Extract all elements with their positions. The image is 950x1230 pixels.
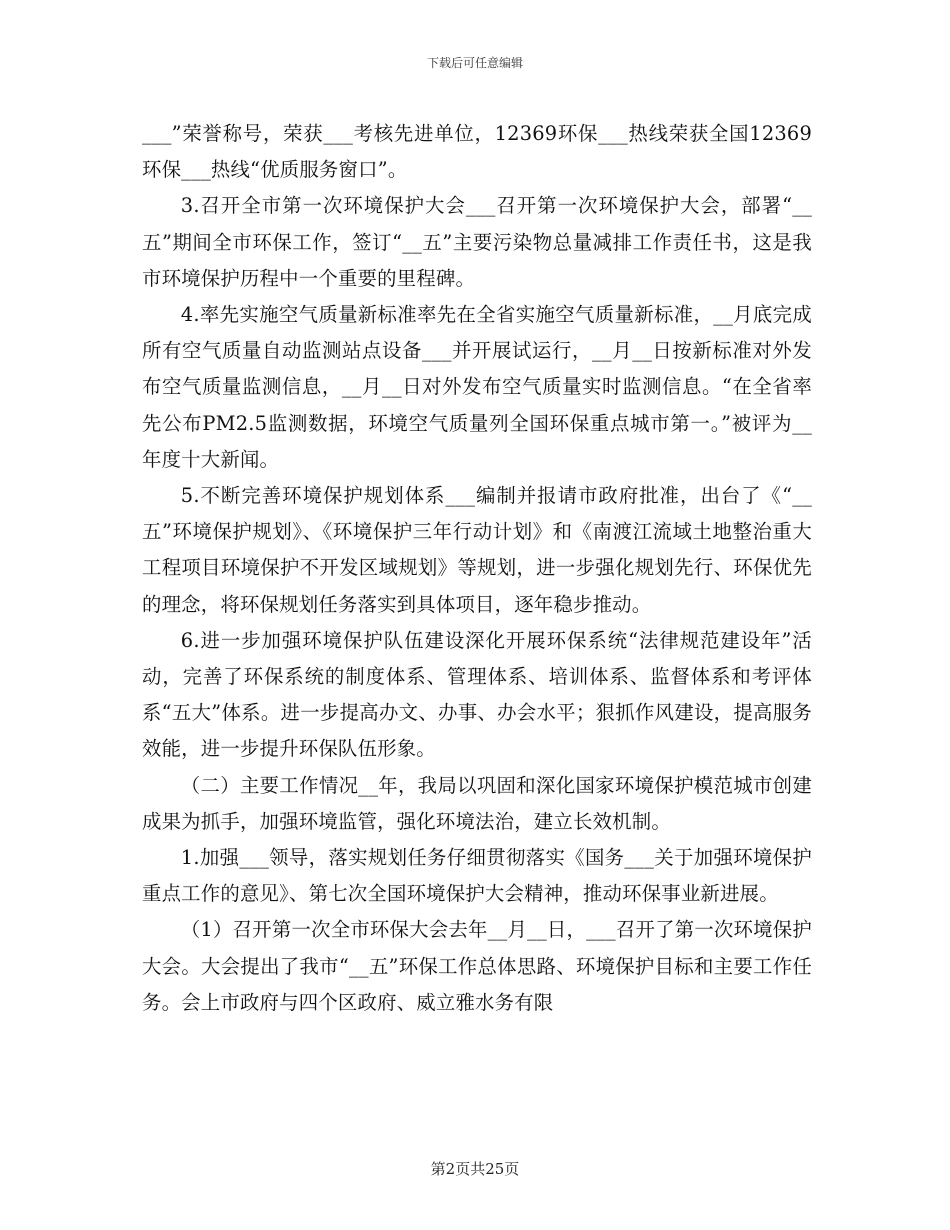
paragraph-6: （二）主要工作情况__年，我局以巩固和深化国家环境保护模范城市创建成果为抓手，加强环境监管，强化环境法治，建立长效机制。 xyxy=(142,773,812,833)
paragraph-3: 4.率先实施空气质量新标准率先在全省实施空气质量新标准，__月底完成所有空气质量自动监测站点设备___并开展试运行，__月__日按新标准对外发布空气质量监测信息，__月__日对外发布空气质量实时监测信息。“在全省率先公布PM2.5监测数据，环境空气质量列全国环保重点城市第一。”被评为__年度十大新闻。 xyxy=(142,303,812,471)
paragraph-7: 1.加强___领导，落实规划任务仔细贯彻落实《国务___关于加强环境保护重点工作的意见》、第七次全国环境保护大会精神，推动环保事业新进展。 xyxy=(142,846,812,906)
paragraph-1: ___”荣誉称号，荣获___考核先进单位，12369环保___热线荣获全国12369环保___热线“优质服务窗口”。 xyxy=(142,122,812,182)
paragraph-5: 6.进一步加强环境保护队伍建设深化开展环保系统“法律规范建设年”活动，完善了环保系统的制度体系、管理体系、培训体系、监督体系和考评体系“五大”体系。进一步提高办文、办事、办会水平；狠抓作风建设，提高服务效能，进一步提升环保队伍形象。 xyxy=(142,628,812,761)
paragraph-2: 3.召开全市第一次环境保护大会___召开第一次环境保护大会，部署“__五”期间全市环保工作，签订“__五”主要污染物总量减排工作责任书，这是我市环境保护历程中一个重要的里程碑。 xyxy=(142,194,812,290)
paragraph-8: （1）召开第一次全市环保大会去年__月__日，___召开了第一次环境保护大会。大会提出了我市“__五”环保工作总体思路、环境保护目标和主要工作任务。会上市政府与四个区政府、威立雅水务有限 xyxy=(142,918,812,1014)
document-body xyxy=(142,116,812,1021)
page-number: 第2页共25页 xyxy=(430,1160,520,1178)
paragraph-4: 5.不断完善环境保护规划体系___编制并报请市政府批准，出台了《“__五”环境保护规划》、《环境保护三年行动计划》和《南渡江流域土地整治重大工程项目环境保护不开发区域规划》等规划，进一步强化规划先行、环保优先的理念，将环保规划任务落实到具体项目，逐年稳步推动。 xyxy=(142,484,812,616)
page-header-note: 下载后可任意编辑 xyxy=(426,56,523,70)
